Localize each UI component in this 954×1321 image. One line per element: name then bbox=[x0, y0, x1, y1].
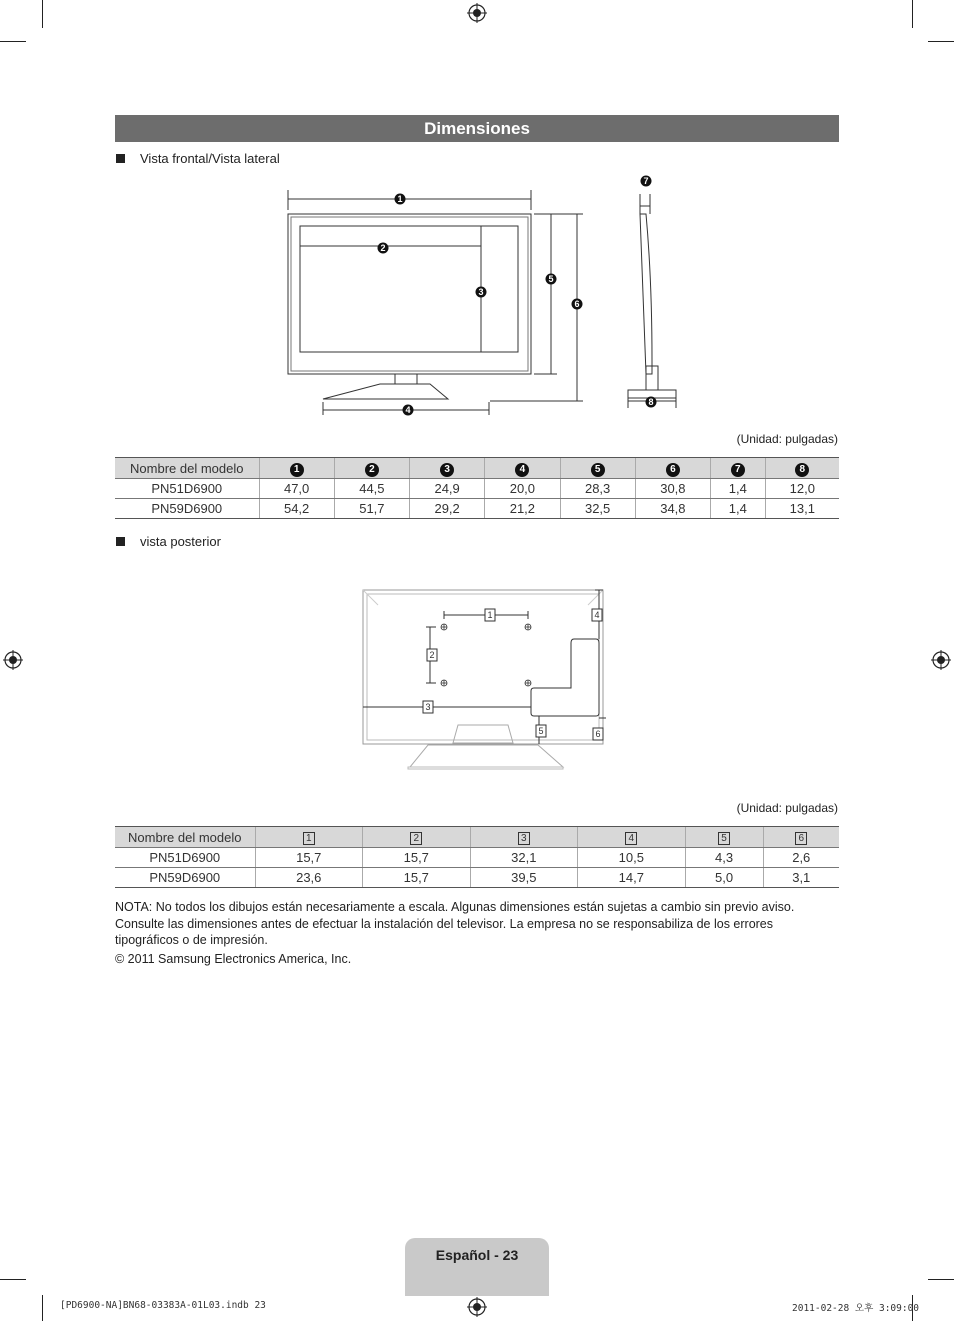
svg-text:5: 5 bbox=[538, 726, 544, 736]
table-row bbox=[115, 479, 839, 499]
crop-mark bbox=[928, 1279, 954, 1280]
page-number-tab: Español - 23 bbox=[405, 1238, 549, 1296]
column-header: 8 bbox=[765, 458, 839, 479]
svg-text:8: 8 bbox=[648, 397, 654, 407]
unit-label: (Unidad: pulgadas) bbox=[736, 432, 838, 446]
value-cell: 29,2 bbox=[410, 499, 485, 519]
value-cell: 15,7 bbox=[255, 848, 363, 868]
svg-text:4: 4 bbox=[594, 610, 600, 620]
registration-mark-icon bbox=[931, 650, 951, 670]
value-cell: 47,0 bbox=[259, 479, 334, 499]
value-cell: 44,5 bbox=[334, 479, 409, 499]
value-cell: 1,4 bbox=[711, 499, 766, 519]
registration-mark-icon bbox=[467, 1297, 487, 1317]
note-paragraph bbox=[115, 899, 839, 949]
svg-text:6: 6 bbox=[595, 729, 601, 739]
note-label: NOTA bbox=[115, 900, 149, 914]
crop-mark bbox=[0, 41, 26, 42]
value-cell: 32,1 bbox=[470, 848, 578, 868]
column-header: 6 bbox=[635, 458, 710, 479]
copyright-text: © 2011 Samsung Electronics America, Inc. bbox=[115, 952, 352, 966]
crop-mark bbox=[0, 1279, 26, 1280]
column-header: 4 bbox=[578, 827, 686, 848]
svg-text:2: 2 bbox=[380, 243, 386, 253]
registration-mark-icon bbox=[467, 3, 487, 23]
table-row bbox=[115, 499, 839, 519]
front-side-diagram bbox=[280, 170, 700, 420]
column-header: 6 bbox=[763, 827, 839, 848]
model-cell: PN59D6900 bbox=[115, 499, 259, 519]
column-header: 5 bbox=[560, 458, 635, 479]
model-name-header: Nombre del modelo bbox=[115, 827, 255, 848]
value-cell: 13,1 bbox=[765, 499, 839, 519]
value-cell: 23,6 bbox=[255, 868, 363, 888]
crop-mark bbox=[42, 1295, 43, 1321]
value-cell: 2,6 bbox=[763, 848, 839, 868]
value-cell: 20,0 bbox=[485, 479, 560, 499]
svg-text:5: 5 bbox=[548, 274, 554, 284]
value-cell: 10,5 bbox=[578, 848, 686, 868]
column-header: 3 bbox=[410, 458, 485, 479]
column-header: 3 bbox=[470, 827, 578, 848]
svg-text:1: 1 bbox=[397, 194, 403, 204]
footer-file-info: [PD6900-NA]BN68-03383A-01L03.indb 23 bbox=[60, 1300, 266, 1311]
value-cell: 21,2 bbox=[485, 499, 560, 519]
footer-timestamp: 2011-02-28 오후 3:09:00 bbox=[792, 1303, 920, 1314]
bullet-square-icon bbox=[116, 154, 125, 163]
crop-mark bbox=[42, 0, 43, 28]
rear-dimensions-table bbox=[115, 826, 839, 888]
note-text: : No todos los dibujos están necesariamente a escala. Algunas dimensiones están sujetas a cambio sin previo aviso. Consulte las dimensiones antes de efectuar la instalación del televisor. La empresa no se responsabiliza de los errores tipográficos o de impresión. bbox=[115, 900, 795, 947]
value-cell: 24,9 bbox=[410, 479, 485, 499]
section-heading-rear-text: vista posterior bbox=[140, 534, 221, 549]
bullet-square-icon bbox=[116, 537, 125, 546]
value-cell: 30,8 bbox=[635, 479, 710, 499]
section-heading-front bbox=[116, 151, 280, 166]
column-header: 1 bbox=[259, 458, 334, 479]
value-cell: 3,1 bbox=[763, 868, 839, 888]
table-header-row bbox=[115, 827, 839, 848]
value-cell: 12,0 bbox=[765, 479, 839, 499]
column-header: 7 bbox=[711, 458, 766, 479]
value-cell: 51,7 bbox=[334, 499, 409, 519]
table-header-row bbox=[115, 458, 839, 479]
value-cell: 15,7 bbox=[363, 868, 471, 888]
value-cell: 54,2 bbox=[259, 499, 334, 519]
column-header: 2 bbox=[334, 458, 409, 479]
value-cell: 5,0 bbox=[685, 868, 763, 888]
value-cell: 28,3 bbox=[560, 479, 635, 499]
crop-mark bbox=[912, 0, 913, 28]
section-heading-rear bbox=[116, 534, 221, 549]
model-cell: PN59D6900 bbox=[115, 868, 255, 888]
table-row bbox=[115, 868, 839, 888]
svg-text:4: 4 bbox=[405, 405, 411, 415]
table-row bbox=[115, 848, 839, 868]
value-cell: 32,5 bbox=[560, 499, 635, 519]
svg-text:3: 3 bbox=[425, 702, 431, 712]
value-cell: 1,4 bbox=[711, 479, 766, 499]
value-cell: 39,5 bbox=[470, 868, 578, 888]
registration-mark-icon bbox=[3, 650, 23, 670]
column-header: 2 bbox=[363, 827, 471, 848]
value-cell: 4,3 bbox=[685, 848, 763, 868]
rear-view-diagram bbox=[358, 585, 618, 775]
column-header: 1 bbox=[255, 827, 363, 848]
section-heading-front-text: Vista frontal/Vista lateral bbox=[140, 151, 280, 166]
model-name-header: Nombre del modelo bbox=[115, 458, 259, 479]
model-cell: PN51D6900 bbox=[115, 848, 255, 868]
column-header: 4 bbox=[485, 458, 560, 479]
front-dimensions-table bbox=[115, 457, 839, 519]
crop-mark bbox=[928, 41, 954, 42]
value-cell: 15,7 bbox=[363, 848, 471, 868]
value-cell: 34,8 bbox=[635, 499, 710, 519]
svg-text:6: 6 bbox=[574, 299, 580, 309]
svg-text:2: 2 bbox=[429, 650, 435, 660]
value-cell: 14,7 bbox=[578, 868, 686, 888]
svg-text:1: 1 bbox=[487, 610, 493, 620]
unit-label: (Unidad: pulgadas) bbox=[736, 801, 838, 815]
svg-text:7: 7 bbox=[643, 176, 649, 186]
svg-text:3: 3 bbox=[478, 287, 484, 297]
column-header: 5 bbox=[685, 827, 763, 848]
model-cell: PN51D6900 bbox=[115, 479, 259, 499]
page-title: Dimensiones bbox=[115, 115, 839, 142]
